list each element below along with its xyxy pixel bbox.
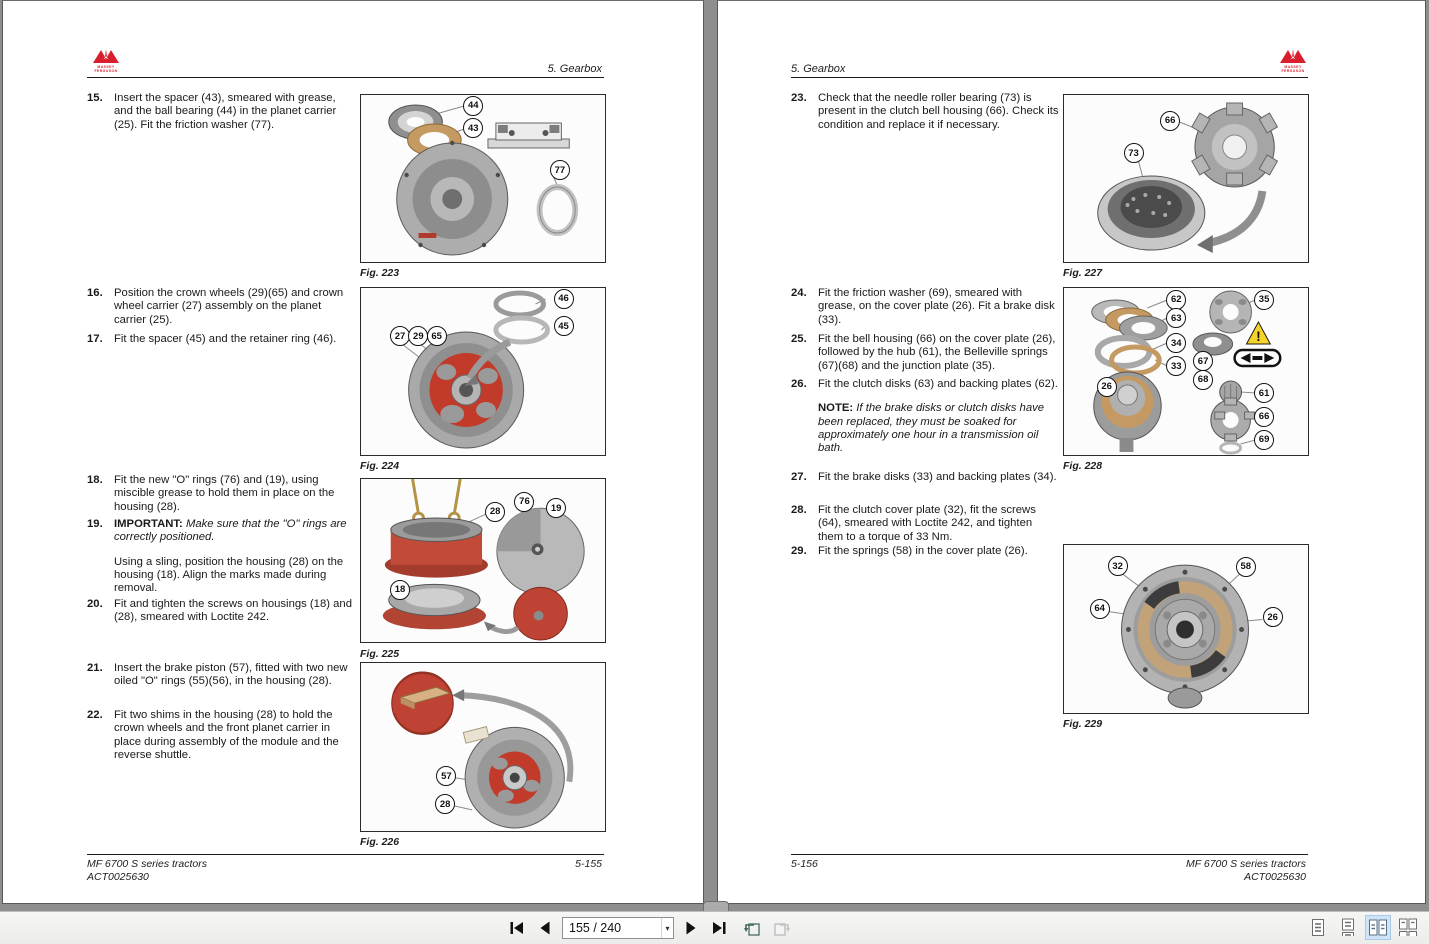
two-page-scrolling-view-icon [1398,918,1418,937]
previous-view-icon [744,920,762,936]
figure-227-photo [1064,95,1308,262]
step-number: 16. [87,287,103,299]
step-21: 21. Insert the brake piston (57), fitted with two new oiled "O" rings (55)(56), in the housing (28). [87,662,348,688]
massey-ferguson-logo-icon [1274,47,1312,73]
pane-divider-grabber[interactable] [703,901,729,911]
figure-229-callout-26: 26 [1263,607,1283,627]
step-18: 18. Fit the new "O" rings (76) and (19), using miscible grease to hold them in place on the housing (28). [87,474,335,513]
scrolling-view-icon [1339,918,1357,937]
manual-page-left [2,0,704,904]
step-number: 27. [791,471,807,483]
figure-229-callout-32: 32 [1108,556,1128,576]
step-17: 17. Fit the spacer (45) and the retainer ring (46). [87,333,337,345]
figure-229-caption: Fig. 229 [1063,718,1103,730]
step-number: 21. [87,662,103,674]
previous-page-icon [539,921,551,935]
footer-left [87,858,207,883]
figure-223-callout-77: 77 [550,160,570,180]
logo-text: MASSEY FERGUSON [94,65,118,73]
figure-227 [1063,94,1309,263]
footer-model: MF 6700 S series tractors [87,858,208,870]
pdf-viewer-toolbar [0,911,1429,944]
figure-226-photo [361,663,605,831]
footer-right [1186,858,1306,883]
next-view-icon [772,920,790,936]
figure-225-callout-28: 28 [485,502,505,522]
step-20: 20. Fit and tighten the screws on housings (18) and (28), smeared with Loctite 242. [87,598,353,624]
step-28: 28. Fit the clutch cover plate (32), fit the screws (64), smeared with Loctite 242, and tighten them to a torque of 33 Nm. [791,504,1036,543]
figure-223-photo [361,95,605,262]
two-page-scrolling-view-button[interactable] [1395,915,1421,940]
footer-code: ACT0025630 [87,870,149,883]
step-number: 28. [791,504,807,516]
previous-view-button[interactable] [742,916,764,940]
single-page-view-icon [1309,918,1327,937]
step-number: 26. [791,378,807,390]
figure-228-caption: Fig. 228 [1063,460,1103,472]
step-number: 25. [791,333,807,345]
figure-227-caption: Fig. 227 [1063,267,1103,279]
figure-229-callout-64: 64 [1090,599,1110,619]
step-number: 22. [87,709,103,721]
figure-228-callout-35: 35 [1254,290,1274,310]
next-page-button[interactable] [680,916,702,940]
figure-224-callout-45: 45 [554,316,574,336]
figure-228-callout-62: 62 [1166,290,1186,310]
figure-224-callout-65: 65 [427,326,447,346]
figure-225-callout-19: 19 [546,498,566,518]
figure-225-photo [361,479,605,642]
next-view-button[interactable] [770,916,792,940]
figure-223-callout-43: 43 [463,118,483,138]
step-number: 23. [791,92,807,104]
figure-225-callout-18: 18 [390,580,410,600]
figure-224-photo [361,288,605,455]
figure-228-callout-69: 69 [1254,430,1274,450]
figure-229-callout-58: 58 [1236,557,1256,577]
figure-229 [1063,544,1309,714]
step-number: 17. [87,333,103,345]
step-16: 16. Position the crown wheels (29)(65) and crown wheel carrier (27) assembly on the planet carrier (25). [87,287,344,326]
two-page-view-button[interactable] [1365,915,1391,940]
figure-226 [360,662,606,832]
figure-224-callout-29: 29 [408,326,428,346]
step-number: 18. [87,474,103,486]
page-number-box [562,917,674,939]
step-number: 19. [87,518,103,530]
footer-code: ACT0025630 [1244,870,1306,883]
header-rule [791,77,1308,78]
step-23: 23. Check that the needle roller bearing (73) is present in the clutch bell housing (66). Check its condition and replace it if necessary. [791,92,1059,131]
figure-228-callout-63: 63 [1166,308,1186,328]
figure-223 [360,94,606,263]
figure-228-callout-26: 26 [1097,377,1117,397]
single-page-view-button[interactable] [1305,915,1331,940]
footer-rule [87,854,604,855]
figure-228-callout-66: 66 [1254,407,1274,427]
figure-227-callout-66: 66 [1160,111,1180,131]
section-header: 5. Gearbox [547,63,602,75]
step-number: 24. [791,287,807,299]
figure-228-callout-61: 61 [1254,383,1274,403]
step-number: 29. [791,545,807,557]
figure-226-caption: Fig. 226 [360,836,400,848]
step-number: 15. [87,92,103,104]
massey-ferguson-logo-icon [87,47,125,73]
figure-224 [360,287,606,456]
step-number: 20. [87,598,103,610]
step-22: 22. Fit two shims in the housing (28) to hold the crown wheels and the front planet carrier in place during assembly of the module and the reverse shuttle. [87,709,339,761]
last-page-button[interactable] [708,916,730,940]
logo-text: MASSEY FERGUSON [1281,65,1305,73]
figure-224-caption: Fig. 224 [360,460,400,472]
page-display-modes-group [1305,915,1421,940]
figure-228-callout-34: 34 [1166,333,1186,353]
next-page-icon [685,921,697,935]
first-page-icon [509,921,525,935]
figure-226-callout-28: 28 [435,794,455,814]
previous-page-button[interactable] [534,916,556,940]
manual-page-right [717,0,1426,904]
figure-228-callout-68: 68 [1193,370,1213,390]
step-24: 24. Fit the friction washer (69), smeared with grease, on the cover plate (26). Fit a brake disk (33). [791,287,1055,326]
figure-228-callout-33: 33 [1166,356,1186,376]
two-page-view-icon [1368,918,1388,937]
figure-226-callout-57: 57 [436,766,456,786]
figure-227-callout-73: 73 [1124,143,1144,163]
first-page-button[interactable] [506,916,528,940]
step-27: 27. Fit the brake disks (33) and backing plates (34). [791,471,1057,483]
figure-224-callout-27: 27 [390,326,410,346]
page-navigation-group [506,912,792,944]
figure-225 [360,478,606,643]
footer-page-number: 5-156 [791,858,818,870]
svg-text:!: ! [1256,327,1261,345]
step-26: 26. Fit the clutch disks (63) and backing plates (62). NOTE: If the brake disks or clutch disks have been replaced, they must be soaked for approximately one hour in a transmission oil bath. [791,378,1058,455]
figure-228-photo [1064,288,1308,455]
figure-225-caption: Fig. 225 [360,648,400,660]
section-header: 5. Gearbox [791,63,846,75]
step-29: 29. Fit the springs (58) in the cover plate (26). [791,545,1028,557]
footer-rule [791,854,1308,855]
figure-228 [1063,287,1309,456]
step-19: 19. IMPORTANT: Make sure that the "O" rings are correctly positioned. Using a sling, position the housing (28) on the housing (18). Align the marks made during removal. [87,518,347,595]
last-page-icon [711,921,727,935]
figure-224-callout-46: 46 [554,289,574,309]
figure-228-callout-67: 67 [1193,351,1213,371]
figure-229-photo [1064,545,1308,713]
step-15: 15. Insert the spacer (43), smeared with grease, and the ball bearing (44) in the planet carrier (25). Fit the friction washer (77). [87,92,337,131]
figure-225-callout-76: 76 [514,492,534,512]
figure-223-callout-44: 44 [463,96,483,116]
footer-page-number: 5-155 [575,858,602,870]
page-dropdown-caret-icon[interactable]: ▾ [661,918,673,938]
page-number-input[interactable] [563,919,661,937]
step-25: 25. Fit the bell housing (66) on the cover plate (26), followed by the hub (61), the Belleville springs (67)(68) and the junction plate (35). [791,333,1056,372]
footer-model: MF 6700 S series tractors [1185,858,1306,870]
figure-223-caption: Fig. 223 [360,267,400,279]
header-rule [87,77,604,78]
scrolling-view-button[interactable] [1335,915,1361,940]
